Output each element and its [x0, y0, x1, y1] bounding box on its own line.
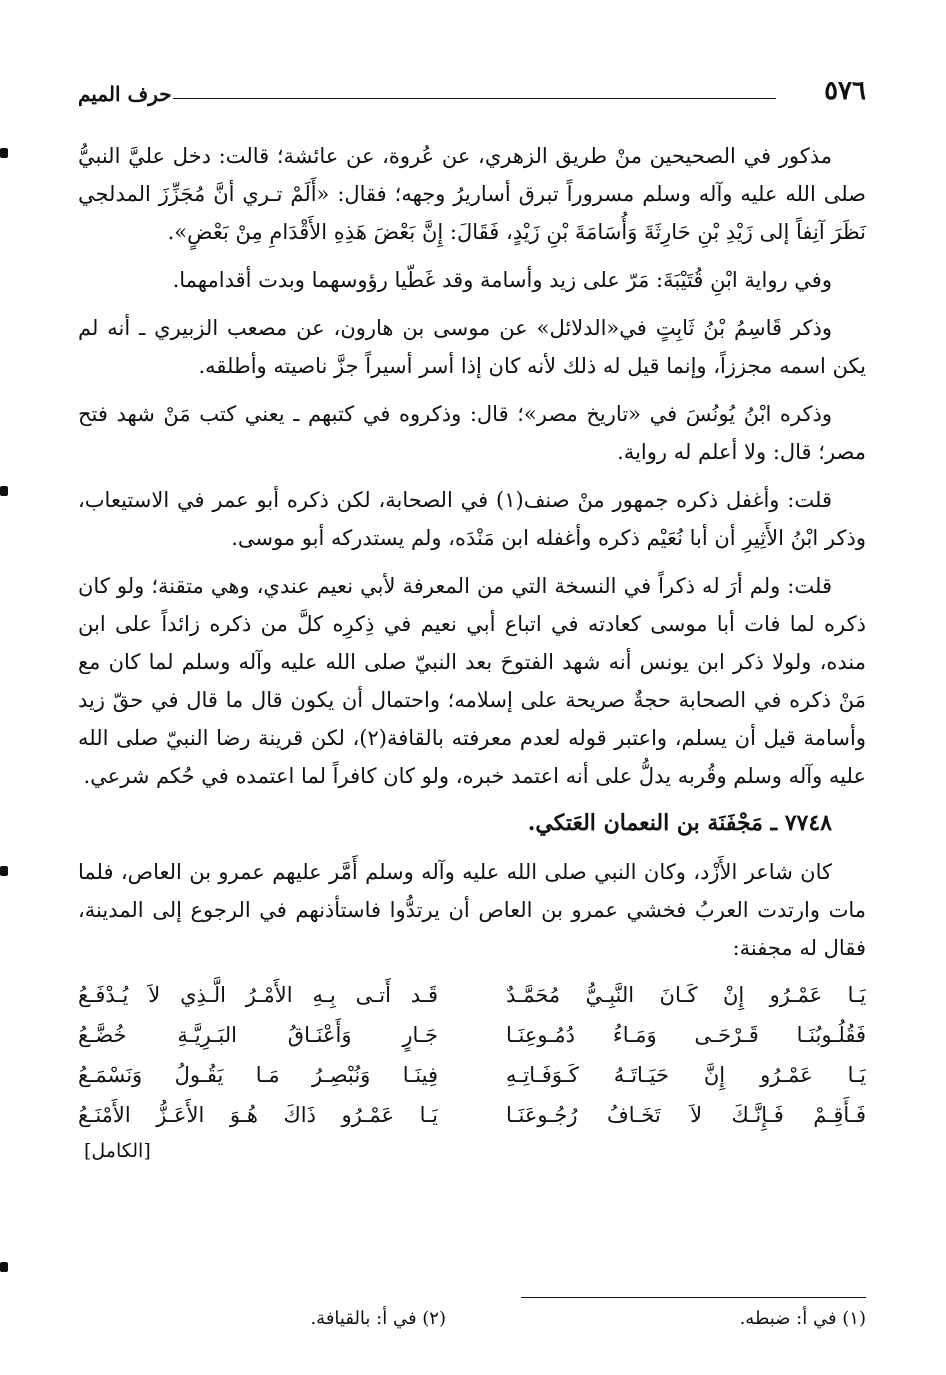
page-number: ٥٧٦ — [824, 76, 866, 106]
paragraph: وفي رواية ابْنِ قُتَيْبَةَ: مَرّ على زيد وأسامة وقد غَطّيا رؤوسهما وبدت أقدامهما. — [172, 268, 832, 292]
entry-heading: ٧٧٤٨ ـ مَجْفَنَة بن النعمان العَتكي. — [527, 810, 832, 836]
poem-hemistich-first: يَـا عَمْـرُو إِنْ كَـانَ النَّبِـيُّ مُحَمَّـدٌ — [506, 983, 866, 1007]
poem-hemistich-first: فَقُلُـوبُنَـا قَـرْحَـى وَمَـاءُ دُمُـوعِنَـا — [506, 1023, 866, 1047]
entry-paragraph: كان شاعر الأَزْد، وكان النبي صلى الله عليه وآله وسلم أَمَّر عليهم عمرو بن العاص، فلما مات وارتدت العربُ فخشي عمرو بن العاص أن يرتدُّوا فاستأذنهم في الرجوع إلى المدينة، فقال له مجفنة: — [78, 860, 866, 960]
scan-edge-mark — [0, 148, 8, 158]
poem-verse — [78, 1015, 866, 1055]
poem-hemistich-first: فَـأَقِـمْ فَـإِنَّـكَ لاَ تَخَـافُ رُجُـوعَنَـا — [506, 1103, 866, 1127]
paragraph: قلت: ولم أرَ له ذكراً في النسخة التي من المعرفة لأبي نعيم عندي، وهي متقنة؛ ولو كان ذكره لما فات أبا موسى كعادته في اتباع أبي نعيم في ذِكرِه كلَّ من ذكره زائداً على ابن منده، ولولا ذكر ابن يونس أنه شهد الفتوحَ بعد النبيّ صلى الله عليه وآله وسلم لما كان مع مَنْ ذكره في الصحابة حجةٌ صريحة على إسلامه؛ واحتمال أن يكون قال ما قال في حقّ زيد وأسامة قيل أن يسلم، واعتبر قوله لعدم معرفته بالقافة(٢)، لكن قرينة رضا النبيّ صلى الله عليه وآله وسلم وقُربه يدلُّ على أنه اعتمد خبره، ولو كان كافراً لما اعتمده في حُكم شرعي. — [78, 574, 866, 788]
poem-hemistich-second: قَـد أَتـى بِـهِ الأَمْـرُ الَّـذِي لاَ يُـدْفَـعُ — [78, 983, 438, 1007]
poem-hemistich-first: يَـا عَمْـرُو إِنَّ حَيَـاتَـهُ كَـوَفَـاتِـهِ — [506, 1063, 866, 1087]
footnotes — [78, 1305, 866, 1333]
poem — [78, 975, 866, 1167]
header-rule — [173, 98, 776, 99]
paragraph: مذكور في الصحيحين منْ طريق الزهري، عن عُروة، عن عائشة؛ قالت: دخل عليَّ النبيُّ صلى الله عليه وآله وسلم مسروراً تبرق أساريرُ وجهه؛ فقال: «أَلَمْ تـري أنَّ مُجَزِّزَ المدلجي نَظَرَ آنِفاً إلى زَيْدِ بْنِ حَارِثَةَ وَأُسَامَةَ بْنِ زَيْدٍ، فَقَالَ: إِنَّ بَعْضَ هَذِهِ الأَقْدَامِ مِنْ بَعْضٍ». — [78, 144, 866, 244]
scan-edge-mark — [0, 866, 8, 876]
poem-verse — [78, 975, 866, 1015]
poem-hemistich-second: يَـا عَمْـرُو ذَاكَ هُـوَ الأَعَـزُّ الأَمْنَـعُ — [78, 1103, 438, 1127]
poem-meter: [الكامل] — [84, 1140, 151, 1162]
poem-hemistich-second: جَـارٍ وَأَعْنَـاقُ البَـرِيَّـةِ خُضَّـعُ — [78, 1023, 438, 1047]
poem-hemistich-second: فِينَـا وَنُبْصِـرُ مَـا يَقُـولُ وَنَسْمَـعُ — [78, 1063, 438, 1087]
poem-verse — [78, 1055, 866, 1095]
poem-verse — [78, 1095, 866, 1135]
scan-edge-mark — [0, 1262, 8, 1272]
main-text — [78, 137, 866, 1167]
footnote: (١) في أ: ضبطه. — [739, 1308, 866, 1329]
running-title: حرف الميم — [78, 82, 172, 106]
paragraph: وذكره ابْنُ يُونُسَ في «تاريخ مصر»؛ قال: وذكروه في كتبهم ـ يعني كتب مَنْ شهد فتح مصر؛ قال: ولا أعلم له رواية. — [78, 402, 866, 464]
page-header — [78, 76, 866, 110]
footnote-rule — [521, 1297, 866, 1298]
scan-edge-mark — [0, 486, 8, 496]
footnote: (٢) في أ: بالقيافة. — [310, 1308, 446, 1329]
paragraph: قلت: وأغفل ذكره جمهور منْ صنف(١) في الصحابة، لكن ذكره أبو عمر في الاستيعاب، وذكر ابْنُ الأَثِيرِ أن أبا نُعَيْم ذكره وأغفله ابن مَنْدَه، ولم يستدركه أبو موسى. — [78, 488, 866, 550]
paragraph: وذكر قَاسِمُ بْنُ ثَابِتٍ في«الدلائل» عن موسى بن هارون، عن مصعب الزبيري ـ أنه لم يكن اسمه مجززاً، وإنما قيل له ذلك لأنه كان إذا أسر أسيراً جزَّ ناصيته وأطلقه. — [78, 316, 866, 378]
